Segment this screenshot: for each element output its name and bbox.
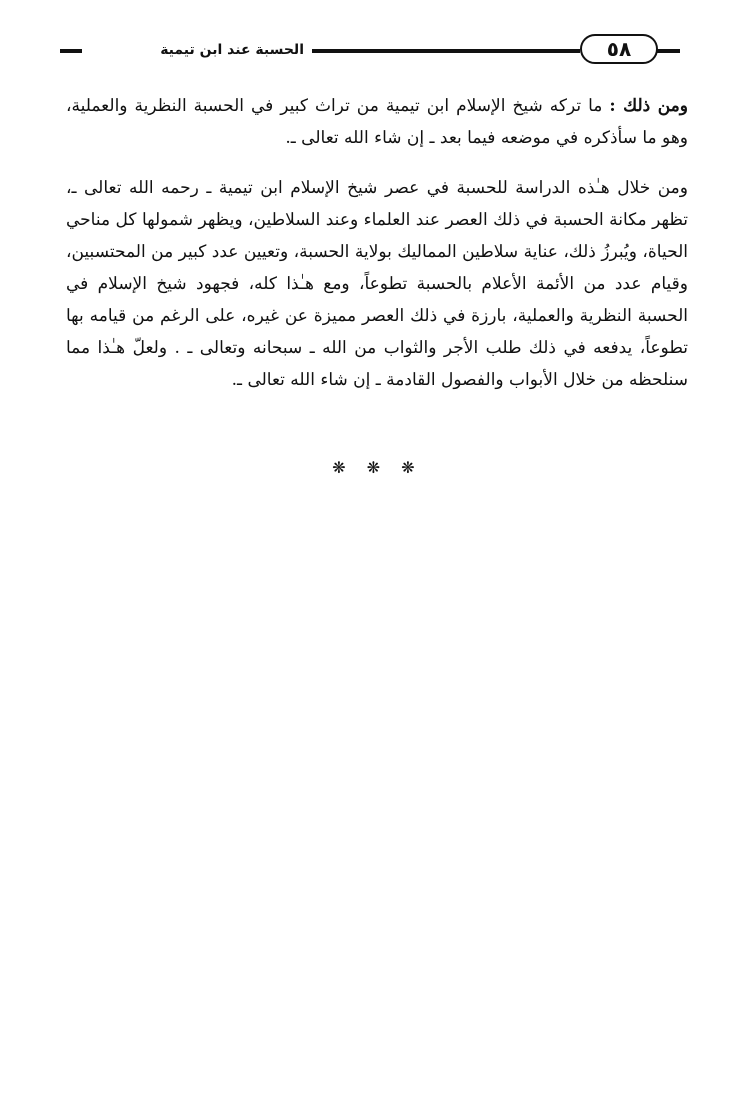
paragraph-2: ومن خلال هـٰذه الدراسة للحسبة في عصر شيخ الإسلام ابن تيمية ـ رحمه الله تعالى ـ، تظهر مكانة الحسبة في ذلك العصر عند العلماء وعند السلاطين، ويظهر شمولها كل مناحي الحياة، ويُبرزُ ذلك، عناية سلاطين المماليك بولاية الحسبة، وتعيين عدد كبير من المحتسبين، وقيام عدد من الأئمة الأعلام بالحسبة تطوعاً، ومع هـٰذا كله، فجهود شيخ الإسلام في الحسبة النظرية والعملية، بارزة في ذلك العصر مميزة عن غيره، على الرغم من قيامه بها تطوعاً، يدفعه في ذلك طلب الأجر والثواب من الله ـ سبحانه وتعالى ـ . ولعلّ هـٰذا مما سنلحظه من خلال الأبواب والفصول القادمة ـ إن شاء الله تعالى ـ. [66,178,688,390]
page-number-frame [580,34,658,64]
paragraph-1-lead-in: ومن ذلك : [609,96,688,116]
paragraph-1-text: ما تركه شيخ الإسلام ابن تيمية من تراث كبير في الحسبة النظرية والعملية، وهو ما سأذكره في موضعه فيما بعد ـ إن شاء الله تعالى ـ. [66,96,688,148]
header-rule-left [60,49,82,53]
page-body [66,90,688,396]
header-rule-middle [312,49,580,53]
paragraph-1 [66,90,688,154]
running-title: الحسبة عند ابن تيمية [160,42,304,58]
page-number: ٥٨ [606,37,632,61]
section-end-ornament: ❋ ❋ ❋ [332,458,423,477]
page-header [60,34,680,68]
